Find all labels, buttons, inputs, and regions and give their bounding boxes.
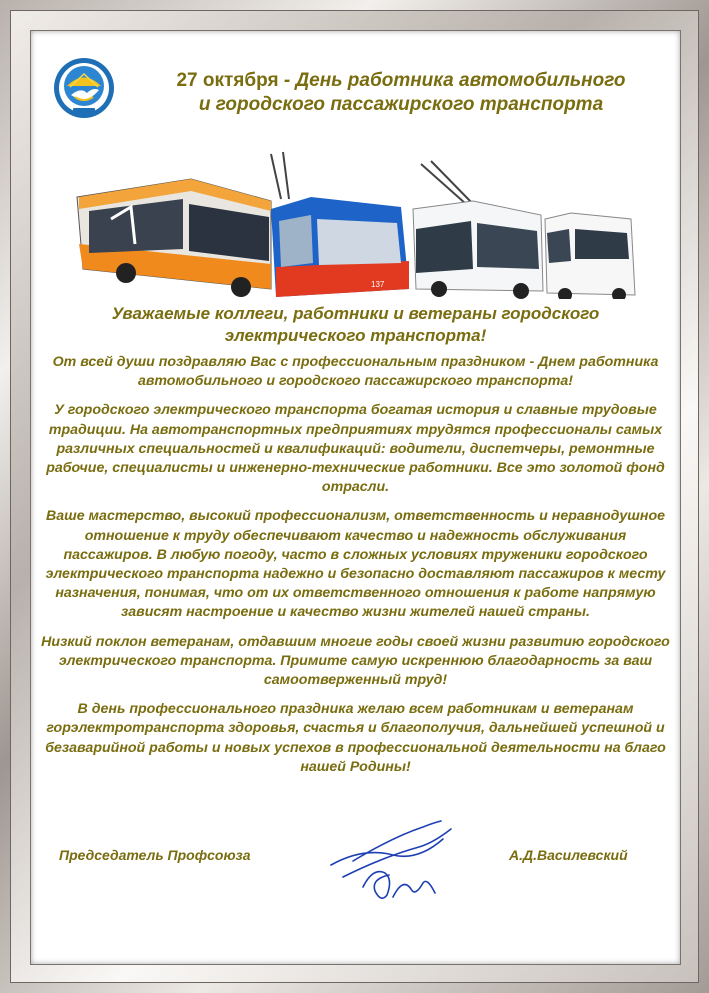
trolley-poles xyxy=(271,152,473,204)
greeting-card-page xyxy=(30,30,681,965)
title-date: 27 октября xyxy=(176,70,279,91)
trolleybus-icon xyxy=(413,201,543,299)
orange-bus-icon xyxy=(77,179,271,297)
signer-role: Председатель Профсоюза xyxy=(59,847,251,863)
minibus-icon xyxy=(545,213,635,299)
tram-icon xyxy=(271,197,409,297)
greeting-heading: Уважаемые коллеги, работники и ветераны городского электрического транспорта! xyxy=(111,304,600,345)
title-line-2: и городского пассажирского транспорта xyxy=(198,94,604,115)
message-body xyxy=(39,353,672,787)
paragraph: У городского электрического транспорта богатая история и славные трудовые традиции. На автотранспортных предприятиях трудятся профессионалы самых различных специальностей и квалификаций: водители, диспетчеры, ремонтные рабочие, специалисты и инженерно-технические работники. Все это золотой фонд отрасли. xyxy=(46,402,665,496)
paragraph: В день профессионального праздника желаю всем работникам и ветеранам горэлектротранспорта здоровья, счастья и благополучия, дальнейшей успешной и безаварийной работы и новых успехов в профессиональной деятельности на благо нашей Родины! xyxy=(45,701,666,775)
signer-name: А.Д.Василевский xyxy=(509,847,628,863)
title-line-1: - День работника автомобильного xyxy=(278,70,626,91)
svg-text:137: 137 xyxy=(371,280,385,289)
transport-vehicles-illustration xyxy=(71,149,641,299)
paragraph: Низкий поклон ветеранам, отдавшим многие годы своей жизни развитию городского электрического транспорта. Примите самую искреннюю благодарность за ваш самоотверженный труд! xyxy=(41,633,670,689)
paragraph: Ваше мастерство, высокий профессионализм, ответственность и неравнодушное отношение к труду обеспечивают качество и надежность обслуживания пассажиров. В любую погоду, часто в сложных условиях труженики городского электрического транспорта надежно и безопасно доставляют пассажиров к месту назначения, понимая, что от их ответственного отношения к работе напрямую зависят настроение и качество жизни жителей нашей страны. xyxy=(45,508,666,621)
handwritten-signature-icon xyxy=(323,817,463,907)
page-title xyxy=(131,69,671,117)
trade-union-emblem-icon xyxy=(53,57,115,119)
paragraph: От всей души поздравляю Вас с профессиональным праздником - Днем работника автомобильного и городского пассажирского транспорта! xyxy=(52,354,659,390)
